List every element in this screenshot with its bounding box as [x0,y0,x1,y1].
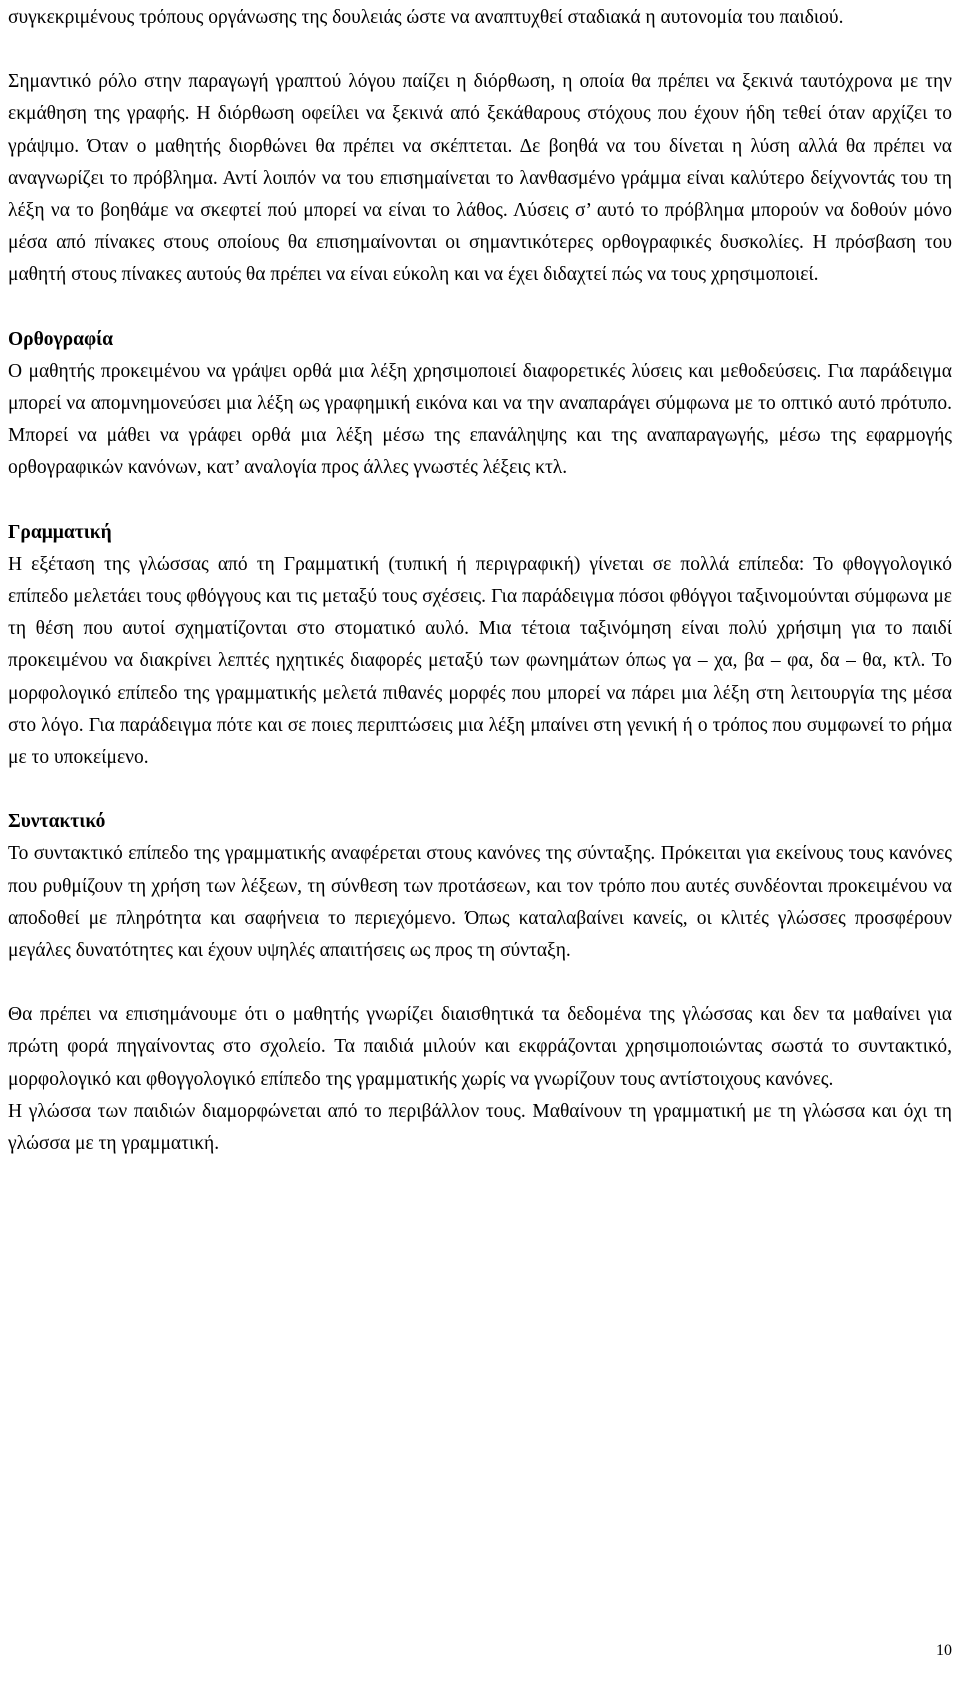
paragraph-closing-2: Η γλώσσα των παιδιών διαμορφώνεται από το περιβάλλον τους. Μαθαίνουν τη γραμματική με τη γλώσσα και όχι τη γλώσσα με τη γραμματική. [8,1100,952,1155]
paragraph-closing-1: Θα πρέπει να επισημάνουμε ότι ο μαθητής γνωρίζει διαισθητικά τα δεδομένα της γλώσσας και δεν τα μαθαίνει για πρώτη φορά πηγαίνοντας στο σχολείο. Τα παιδιά μιλούν και εκφράζονται χρησιμοποιώντας σωστά το συντακτικό, μορφολογικό και φθογγολογικό επίπεδο της γραμματικής χωρίς να γνωρίζουν τους αντίστοιχους κανόνες. [8,1004,952,1090]
paragraph-syntax: Το συντακτικό επίπεδο της γραμματικής αναφέρεται στους κανόνες της σύνταξης. Πρόκειται για εκείνους τους κανόνες που ρυθμίζουν τη χρήση των λέξεων, τη σύνθεση των προτάσεων, και τον τρόπο που αυτές συνδέονται προκειμένου να αποδοθεί με πληρότητα και σαφήνεια το περιεχόμενο. Όπως καταλαβαίνει κανείς, οι κλιτές γλώσσες προσφέρουν μεγάλες δυνατότητες και έχουν υψηλές απαιτήσεις ως προς τη σύνταξη. [8,843,952,962]
page-number: 10 [936,1642,952,1659]
heading-grammar: Γραμματική [8,521,112,543]
paragraph-intro-end: συγκεκριμένους τρόπους οργάνωσης της δουλειάς ώστε να αναπτυχθεί σταδιακά η αυτονομία του παιδιού. [8,7,844,28]
paragraph-orthography: Ο μαθητής προκειμένου να γράψει ορθά μια λέξη χρησιμοποιεί διαφορετικές λύσεις και μεθοδεύσεις. Για παράδειγμα μπορεί να απομνημονεύσει μια λέξη ως γραφημική εικόνα και να την αναπαράγει σύμφωνα με το οπτικό αυτό πρότυπο. Μπορεί να μάθει να γράφει ορθά μια λέξη μέσω της επανάληψης και της αναπαραγωγής, μέσω της εφαρμογής ορθογραφικών κανόνων, κατ’ αναλογία προς άλλες γνωστές λέξεις κτλ. [8,360,952,479]
paragraph-correction: Σημαντικό ρόλο στην παραγωγή γραπτού λόγου παίζει η διόρθωση, η οποία θα πρέπει να ξεκινά ταυτόχρονα με την εκμάθηση της γραφής. Η διόρθωση οφείλει να ξεκινά από ξεκάθαρους στόχους που έχουν ήδη τεθεί όταν αρχίζει το γράψιμο. Όταν ο μαθητής διορθώνει θα πρέπει να σκέπτεται. Δε βοηθά να του δίνεται η λύση αλλά θα πρέπει να αναγνωρίζει το πρόβλημα. Αντί λοιπόν να του επισημαίνεται το λανθασμένο γράμμα είναι καλύτερο δείχνοντάς του τη λέξη να το βοηθάμε να σκεφτεί πού μπορεί να είναι το λάθος. Λύσεις σ’ αυτό το πρόβλημα μπορούν να δοθούν μόνο μέσα από πίνακες στους οποίους θα επισημαίνονται οι σημαντικότερες ορθογραφικές δυσκολίες. Η πρόσβαση του μαθητή στους πίνακες αυτούς θα πρέπει να είναι εύκολη και να έχει διδαχτεί πώς να τους χρησιμοποιεί. [8,71,952,286]
heading-orthography: Ορθογραφία [8,328,114,350]
document-page [8,0,952,1160]
paragraph-grammar: Η εξέταση της γλώσσας από τη Γραμματική (τυπική ή περιγραφική) γίνεται σε πολλά επίπεδα: Το φθογγολογικό επίπεδο μελετάει τους φθόγγους και τις μεταξύ τους σχέσεις. Για παράδειγμα πόσοι φθόγγοι ταξινομούνται σύμφωνα με τη θέση που αυτοί σχηματίζονται στο στοματικό αυλό. Μια τέτοια ταξινόμηση είναι πολύ χρήσιμη για το παιδί προκειμένου να διακρίνει λεπτές ηχητικές διαφορές μεταξύ των φωνημάτων όπως γα – χα, βα – φα, δα – θα, κτλ. Το μορφολογικό επίπεδο της γραμματικής μελετά πιθανές μορφές που μπορεί να πάρει μια λέξη στη λειτουργία της μέσα στο λόγο. Για παράδειγμα πότε και σε ποιες περιπτώσεις μια λέξη μπαίνει στη γενική ή ο τρόπος που συμφωνεί το ρήμα με το υποκείμενο. [8,553,952,769]
heading-syntax: Συντακτικό [8,811,106,833]
